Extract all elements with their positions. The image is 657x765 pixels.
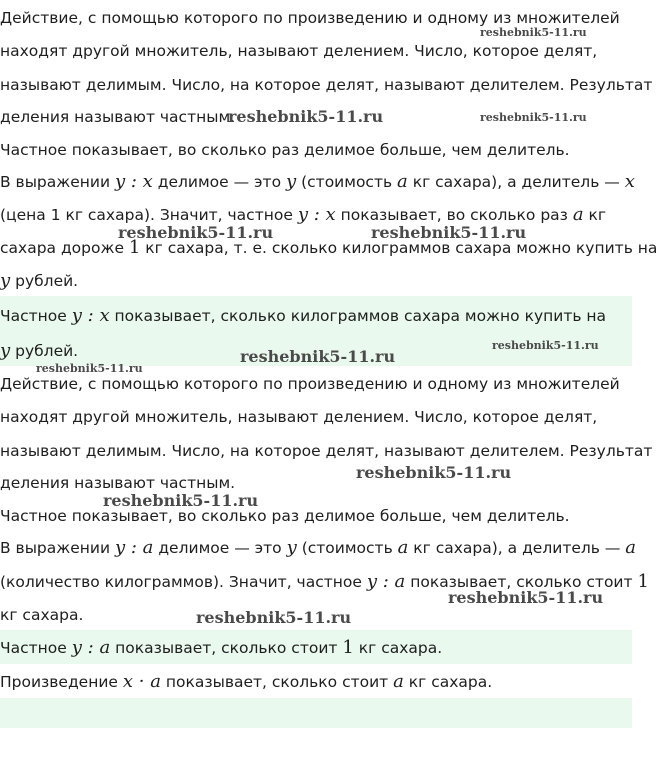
text: (количество килограммов). Значит, частное [0, 573, 367, 591]
answer-highlight-3 [0, 698, 632, 728]
math-y: y [286, 171, 297, 192]
product-line [0, 672, 492, 692]
text: кг сахара. [403, 673, 493, 691]
math-a: a [625, 537, 637, 558]
math-one: 1 [128, 237, 141, 258]
watermark: reshebnik5-11.ru [240, 347, 396, 366]
text: сахара дороже [0, 239, 129, 257]
math-y-div-a: y : a [114, 537, 154, 558]
answer-line [0, 638, 442, 658]
definition-line-1: Действие, с помощью которого по произведению и одному из множителей [0, 375, 620, 393]
expression-line [0, 538, 636, 558]
text: показывает, во сколько раз [335, 206, 573, 224]
text: показывает, сколько стоит [405, 573, 638, 591]
text: Частное [0, 307, 72, 325]
watermark: reshebnik5-11.ru [480, 26, 587, 39]
expression-line [0, 172, 635, 192]
sugar-line [0, 238, 657, 258]
math-y-div-a: y : a [366, 571, 406, 592]
watermark: reshebnik5-11.ru [196, 608, 352, 627]
answer-line-2 [0, 341, 78, 361]
text: кг [583, 206, 606, 224]
definition-line-3: называют делимым. Число, на которое делят, называют делителем. Результат [0, 442, 653, 460]
text: (стоимость [296, 173, 398, 191]
text: Произведение [0, 673, 123, 691]
definition-line-4: деления называют частным. [0, 108, 236, 126]
kg-line: кг сахара. [0, 606, 84, 624]
text: В выражении [0, 539, 115, 557]
math-y: y [0, 340, 11, 361]
definition-line-3: называют делимым. Число, на которое делят, называют делителем. Результат [0, 76, 653, 94]
text: (цена 1 кг сахара). Значит, частное [0, 206, 298, 224]
text: делимое — это [152, 173, 286, 191]
watermark: reshebnik5-11.ru [356, 463, 512, 482]
math-a: a [397, 171, 408, 192]
text: кг сахара, т. е. сколько килограммов сахара можно купить на [140, 239, 657, 257]
watermark: reshebnik5-11.ru [103, 491, 259, 510]
text: В выражении [0, 173, 115, 191]
definition-line-2: находят другой множитель, называют делением. Число, которое делят, [0, 42, 598, 60]
text: рублей. [10, 342, 79, 360]
math-one: 1 [637, 571, 649, 592]
math-a: a [397, 537, 409, 558]
watermark: reshebnik5-11.ru [228, 107, 384, 126]
text: кг сахара), а делитель — [407, 173, 625, 191]
math-a: a [393, 671, 404, 692]
math-y-div-x: y : x [297, 204, 336, 225]
watermark: reshebnik5-11.ru [480, 111, 587, 124]
text: кг сахара), а делитель — [408, 539, 626, 557]
text: делимое — это [153, 539, 287, 557]
text: показывает, сколько стоит [160, 673, 394, 691]
text: кг сахара. [353, 639, 443, 657]
watermark: reshebnik5-11.ru [118, 223, 274, 242]
math-y: y [0, 270, 11, 291]
math-x: x [624, 171, 635, 192]
quotient-meaning-line: Частное показывает, во сколько раз делимое больше, чем делитель. [0, 507, 570, 525]
rubles-line [0, 271, 78, 291]
math-y-div-a: y : a [71, 637, 111, 658]
answer-line-1 [0, 306, 606, 326]
math-y-div-x: y : x [114, 171, 153, 192]
watermark: reshebnik5-11.ru [371, 223, 527, 242]
definition-line-4: деления называют частным. [0, 474, 236, 492]
math-y: y [286, 537, 297, 558]
text: Частное [0, 639, 72, 657]
math-one: 1 [342, 637, 354, 658]
text: показывает, сколько стоит [110, 639, 343, 657]
text: (стоимость [296, 539, 398, 557]
math-x-times-a: x · a [122, 671, 161, 692]
math-y-div-x: y : x [71, 305, 110, 326]
text: рублей. [10, 272, 79, 290]
text: показывает, сколько килограммов сахара можно купить на [109, 307, 607, 325]
price-line [0, 205, 606, 225]
math-a: a [572, 204, 584, 225]
watermark: reshebnik5-11.ru [448, 588, 604, 607]
definition-line-1: Действие, с помощью которого по произведению и одному из множителей [0, 9, 620, 27]
definition-line-2: находят другой множитель, называют делением. Число, которое делят, [0, 408, 598, 426]
quotient-meaning-line: Частное показывает, во сколько раз делимое больше, чем делитель. [0, 141, 570, 159]
watermark: reshebnik5-11.ru [36, 362, 143, 375]
watermark: reshebnik5-11.ru [492, 339, 599, 352]
